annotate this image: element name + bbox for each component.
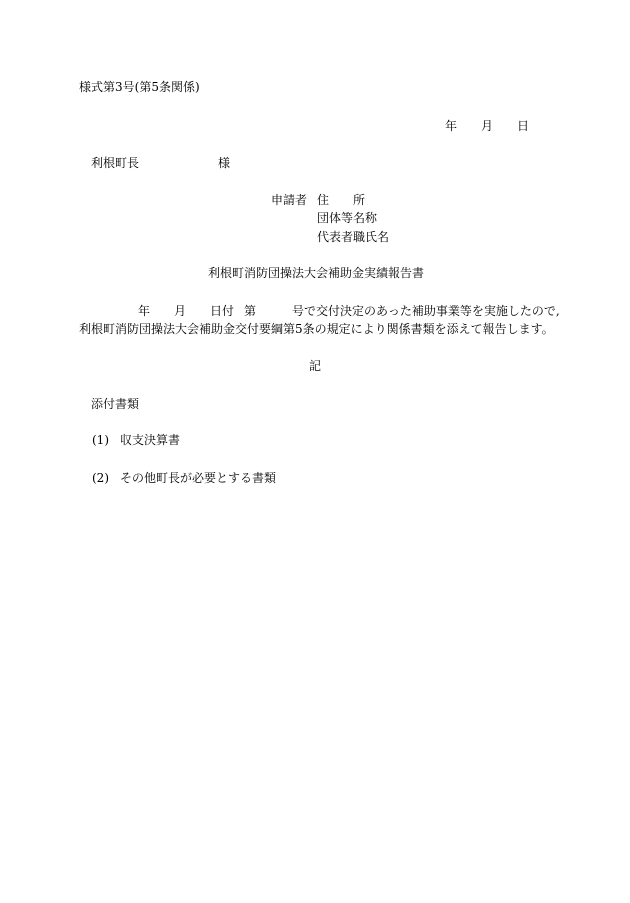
- body-dai: 第: [244, 304, 257, 318]
- applicant-rep-name: 代表者職氏名: [317, 230, 390, 244]
- attachment-item-text: 収支決算書: [120, 433, 181, 447]
- applicant-address: 住 所: [317, 193, 366, 207]
- document-title: 利根町消防団操法大会補助金実績報告書: [208, 266, 425, 280]
- attachments-heading: 添付書類: [91, 397, 140, 411]
- body-day: 日付: [210, 304, 235, 318]
- applicant-label: 申請者: [271, 193, 308, 207]
- date-month: 月: [481, 119, 494, 133]
- addressee-honorific: 様: [218, 156, 231, 170]
- attachment-item-num: (1): [92, 433, 109, 447]
- applicant-org-name: 団体等名称: [317, 211, 378, 225]
- date-day: 日: [517, 119, 530, 133]
- ki-label: 記: [309, 359, 322, 373]
- attachment-item-num: (2): [92, 471, 109, 485]
- addressee-name: 利根町長: [91, 156, 140, 170]
- body-year: 年: [138, 304, 151, 318]
- attachment-item-text: その他町長が必要とする書類: [120, 471, 277, 485]
- form-number: 様式第3号(第5条関係): [79, 80, 200, 94]
- body-line1-rest: 号で交付決定のあった補助事業等を実施したので,: [292, 304, 560, 318]
- body-line2: 利根町消防団操法大会補助金交付要綱第5条の規定により関係書類を添えて報告します。: [79, 322, 554, 336]
- body-month: 月: [174, 304, 187, 318]
- date-year: 年: [445, 119, 458, 133]
